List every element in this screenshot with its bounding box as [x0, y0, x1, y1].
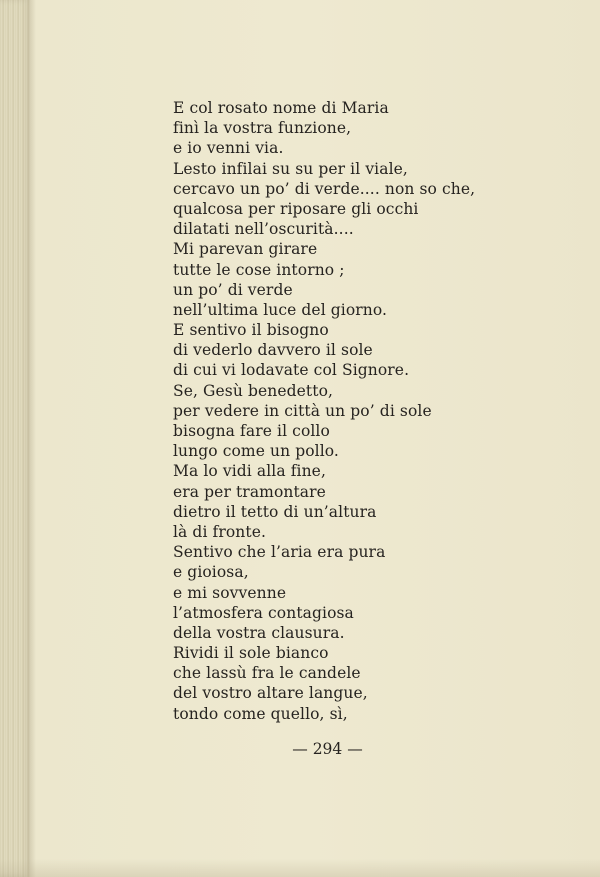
poem-line: là di fronte.	[173, 522, 267, 541]
poem-line: E sentivo il bisogno	[173, 321, 329, 340]
poem-line: per vedere in città un po’ di sole	[173, 401, 432, 420]
poem-line: lungo come un pollo.	[173, 442, 339, 461]
poem-line: che lassù fra le candele	[173, 664, 361, 683]
poem-line: cercavo un po’ di verde.... non so che,	[173, 179, 476, 198]
poem-line: del vostro altare langue,	[173, 684, 368, 703]
poem-line: Mi parevan girare	[173, 240, 318, 259]
poem-line: bisogna fare il collo	[173, 422, 330, 440]
poem-line: e gioiosa,	[173, 563, 249, 582]
poem-text	[173, 98, 493, 724]
poem-line: l’atmosfera contagiosa	[173, 603, 354, 622]
poem-line: Sentivo che l’aria era pura	[173, 543, 386, 562]
poem-line: un po’ di verde	[173, 280, 293, 299]
poem-line: Rividi il sole bianco	[173, 644, 329, 663]
page-bottom-edge	[0, 859, 600, 877]
poem-line: qualcosa per riposare gli occhi	[173, 199, 419, 218]
poem-line: era per tramontare	[173, 482, 326, 501]
poem-line: di cui vi lodavate col Signore.	[173, 361, 410, 380]
poem-line: tondo come quello, sì,	[173, 704, 348, 723]
poem-line: di vederlo davvero il sole	[173, 341, 373, 360]
poem-line: Lesto infilai su su per il viale,	[173, 159, 408, 178]
poem-line: tutte le cose intorno ;	[173, 260, 345, 279]
poem-line: della vostra clausura.	[173, 623, 345, 642]
poem-line: e io venni via.	[173, 139, 284, 158]
poem-line: nell’ultima luce del giorno.	[173, 300, 388, 319]
poem-line: Se, Gesù benedetto,	[173, 381, 334, 400]
page-number: — 294 —	[292, 740, 363, 758]
poem-line: Ma lo vidi alla fine,	[173, 462, 326, 481]
poem-line: dietro il tetto di un’altura	[173, 502, 377, 521]
poem-line: dilatati nell’oscurità....	[173, 220, 354, 239]
poem-line: finì la vostra funzione,	[173, 119, 352, 138]
poem-line: E col rosato nome di Maria	[173, 99, 389, 117]
poem-line: e mi sovvenne	[173, 583, 287, 602]
